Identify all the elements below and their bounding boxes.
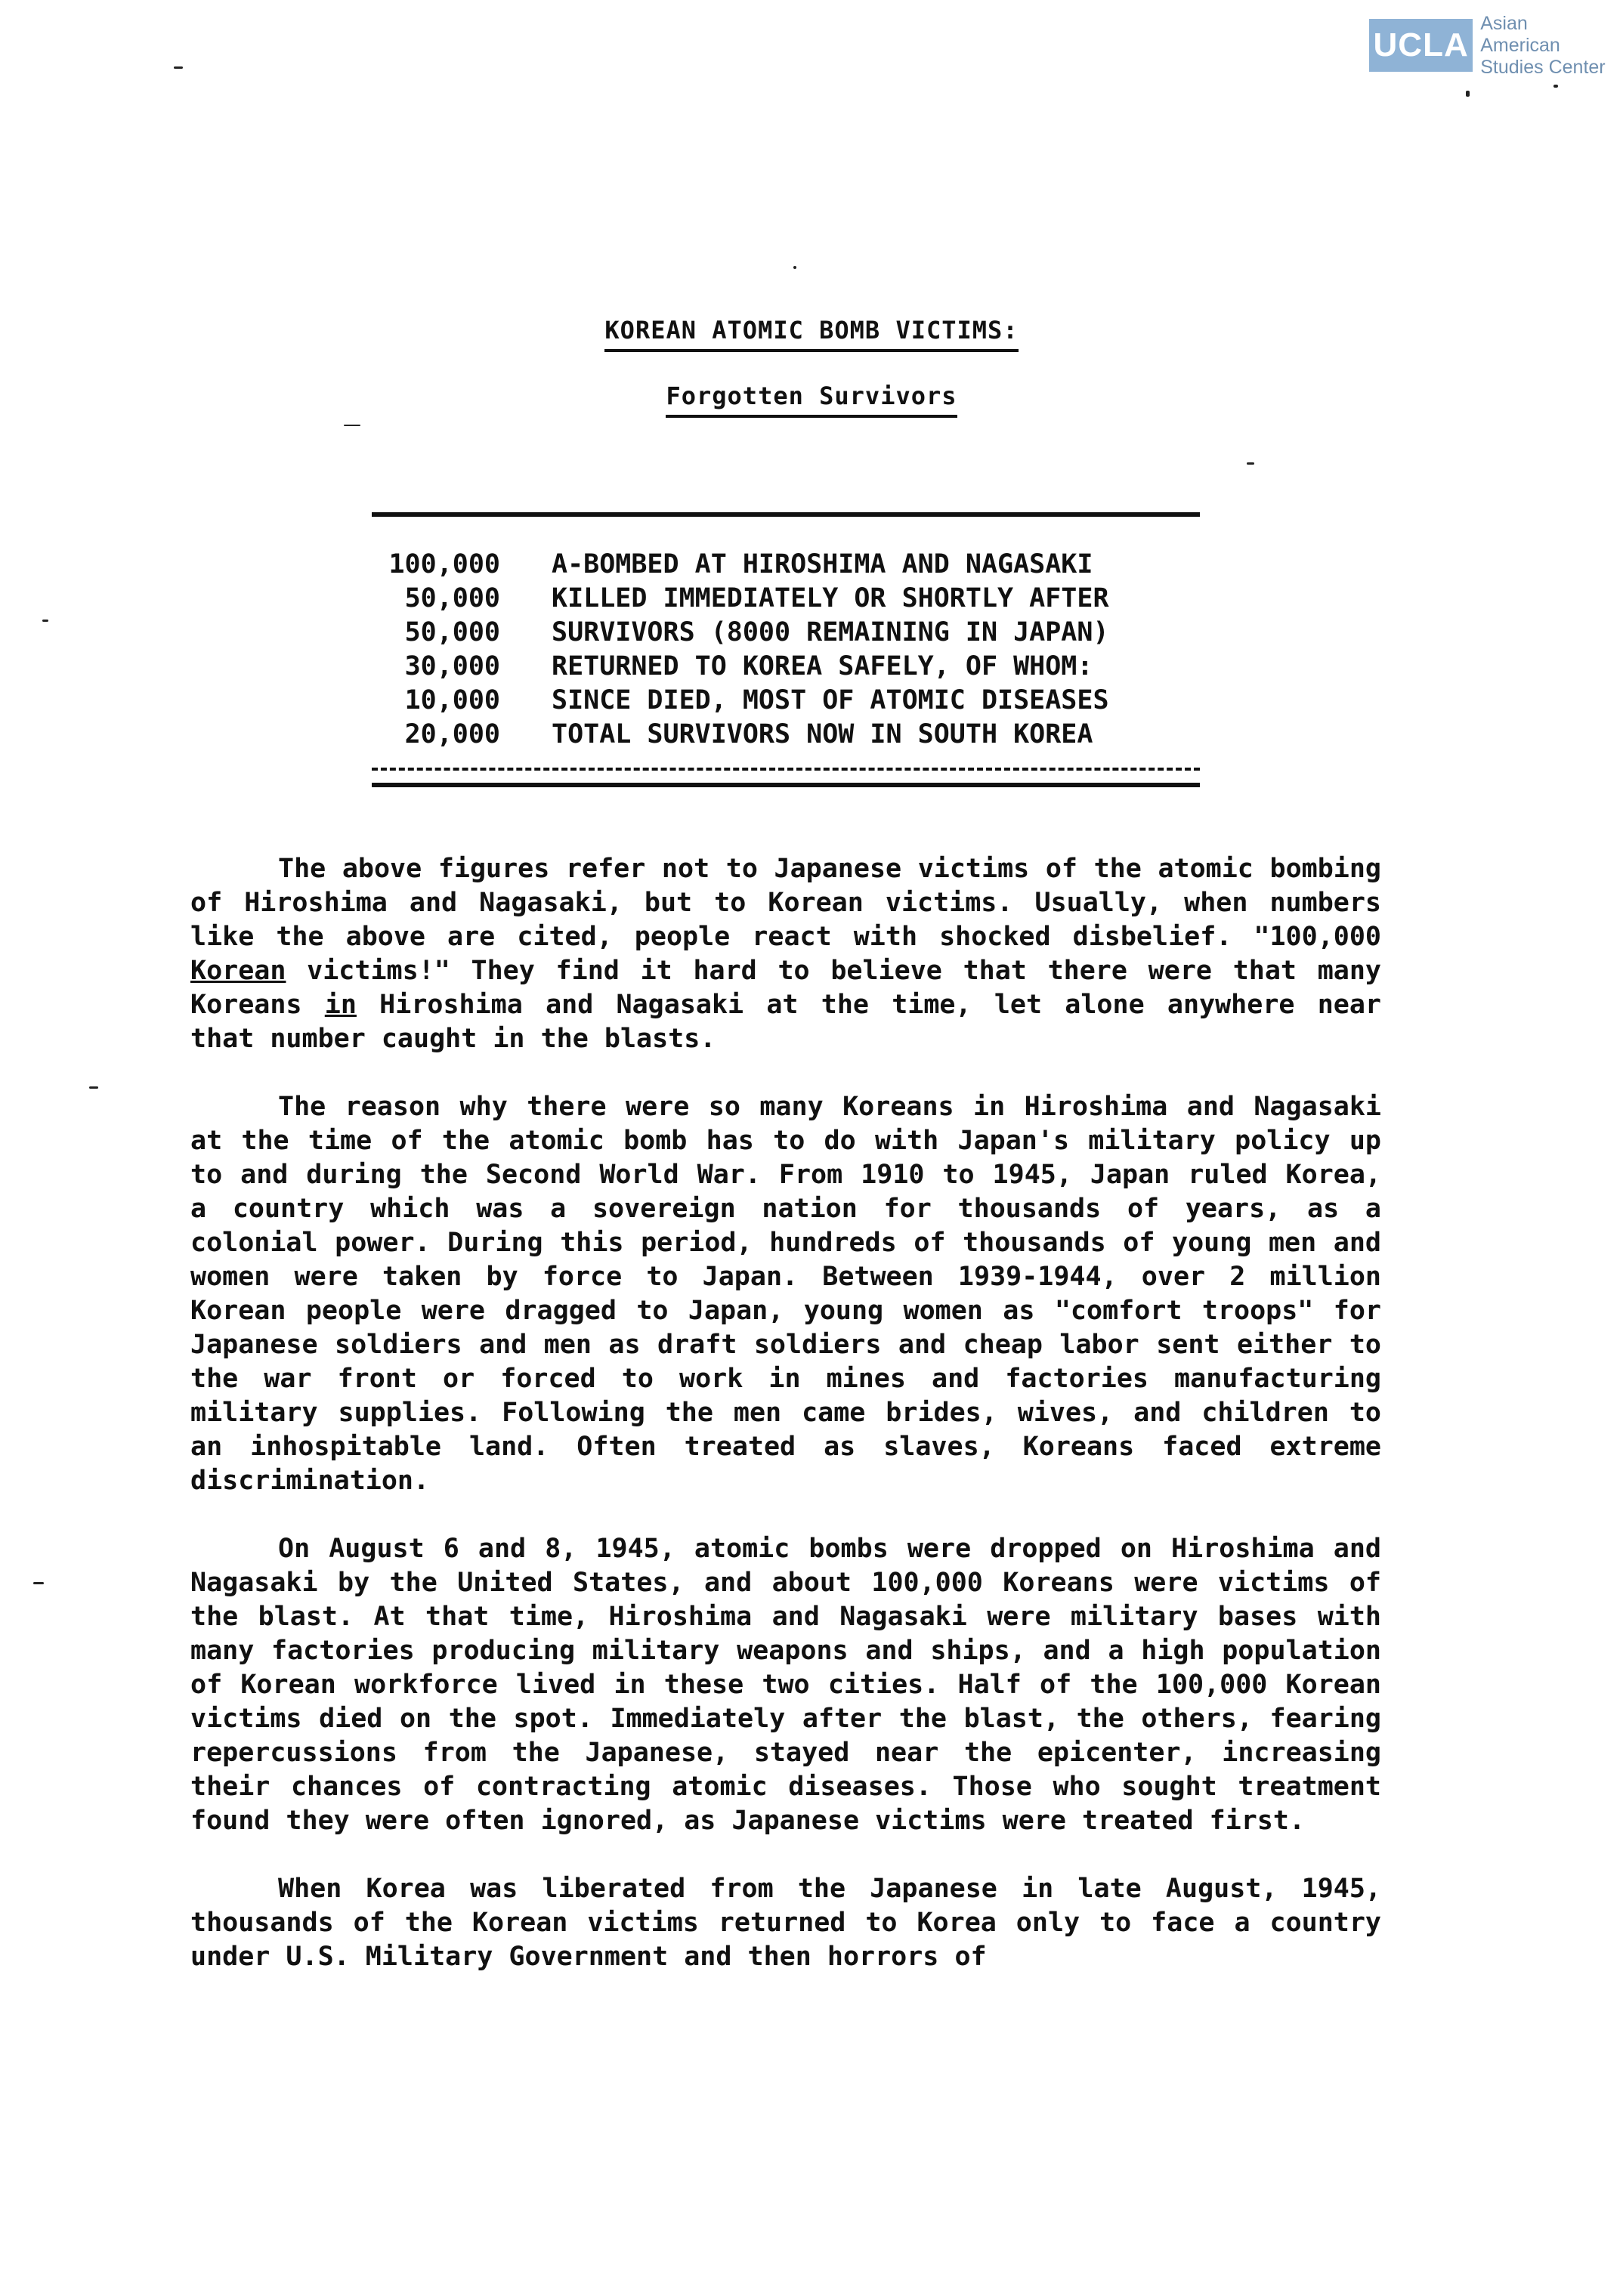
scan-speck [1553,85,1558,88]
scan-speck [33,1582,44,1584]
figures-row [372,650,1203,684]
figure-number: 20,000 [404,719,500,749]
figure-text: KILLED IMMEDIATELY OR SHORTLY AFTER [552,583,1109,613]
scan-speck [174,66,183,69]
figure-number: 10,000 [404,685,500,715]
paragraph-4: When Korea was liberated from the Japanese in late August, 1945, thousands of the Korean victims returned to Korea only to face a country under U.S. Military Government and then horrors of [190,1874,1381,1972]
figure-text: A-BOMBED AT HIROSHIMA AND NAGASAKI [552,549,1093,579]
scan-speck [1466,91,1470,97]
table-bottom-rule [372,783,1200,787]
paragraph-1: The above figures refer not to Japanese victims of the atomic bombing of Hiroshima and Nagasaki, but to Korean victims. Usually, when numbers like the above are cited, people react with shocked disbelief. "100,000 Korean victims!" They find it hard to believe that there were that many Koreans in Hiroshima and Nagasaki at the time, let alone anywhere near that number caught in the blasts. [190,854,1382,1054]
figures-row [372,684,1203,718]
document-subtitle: Forgotten Survivors [0,382,1623,410]
scan-speck [344,425,360,426]
figures-table [372,548,1203,752]
figure-text: TOTAL SURVIVORS NOW IN SOUTH KOREA [552,719,1093,749]
figure-text: SURVIVORS (8000 REMAINING IN JAPAN) [552,617,1109,647]
underlined-word: Korean [190,956,286,986]
figure-text: RETURNED TO KOREA SAFELY, OF WHOM: [552,651,1093,681]
figure-number: 50,000 [404,617,500,647]
logo-text-line-2: Studies Center [1480,56,1606,78]
underlined-word: in [324,990,357,1020]
figures-row [372,582,1203,616]
paragraph-3: On August 6 and 8, 1945, atomic bombs were dropped on Hiroshima and Nagasaki by the United States, and about 100,000 Koreans were victims of the blast. At that time, Hiroshima and Nagasaki were military bases with many factories producing military weapons and ships, and a high population of Korean workforce lived in these two cities. Half of the 100,000 Korean victims died on the spot. Immediately after the blast, the others, fearing repercussions from the Japanese, stayed near the epicenter, increasing their chances of contracting atomic diseases. Those who sought treatment found they were often ignored, as Japanese victims were treated first. [190,1534,1381,1836]
body-text [190,852,1381,2008]
table-top-rule [372,512,1200,517]
figure-text: SINCE DIED, MOST OF ATOMIC DISEASES [552,685,1109,715]
figure-number: 30,000 [404,651,500,681]
scan-speck [42,620,48,622]
logo-text-line-1: Asian American [1480,12,1560,56]
figures-row [372,548,1203,582]
logo-text [1480,13,1611,79]
figure-number: 100,000 [388,549,500,579]
figures-row [372,718,1203,752]
figure-number: 50,000 [404,583,500,613]
table-dashed-rule [372,768,1200,771]
scan-speck [793,266,796,269]
document-title: KOREAN ATOMIC BOMB VICTIMS: [0,316,1623,345]
figures-row [372,616,1203,650]
scan-speck [89,1086,98,1089]
paragraph-2: The reason why there were so many Koreans in Hiroshima and Nagasaki at the time of the atomic bomb has to do with Japan's military policy up to and during the Second World War. From 1910 to 1945, Japan ruled Korea, a country which was a sovereign nation for thousands of years, as a colonial power. During this period, hundreds of thousands of young men and women were taken by force to Japan. Between 1939-1944, over 2 million Korean people were dragged to Japan, young women as "comfort troops" for Japanese soldiers and men as draft soldiers and cheap labor sent either to the war front or forced to work in mines and factories manufacturing military supplies. Following the men came brides, wives, and children to an inhospitable land. Often treated as slaves, Koreans faced extreme discrimination. [190,1092,1381,1496]
scan-speck [1247,462,1254,465]
ucla-aasc-logo [1369,12,1611,78]
ucla-logo-mark: UCLA [1369,19,1473,72]
